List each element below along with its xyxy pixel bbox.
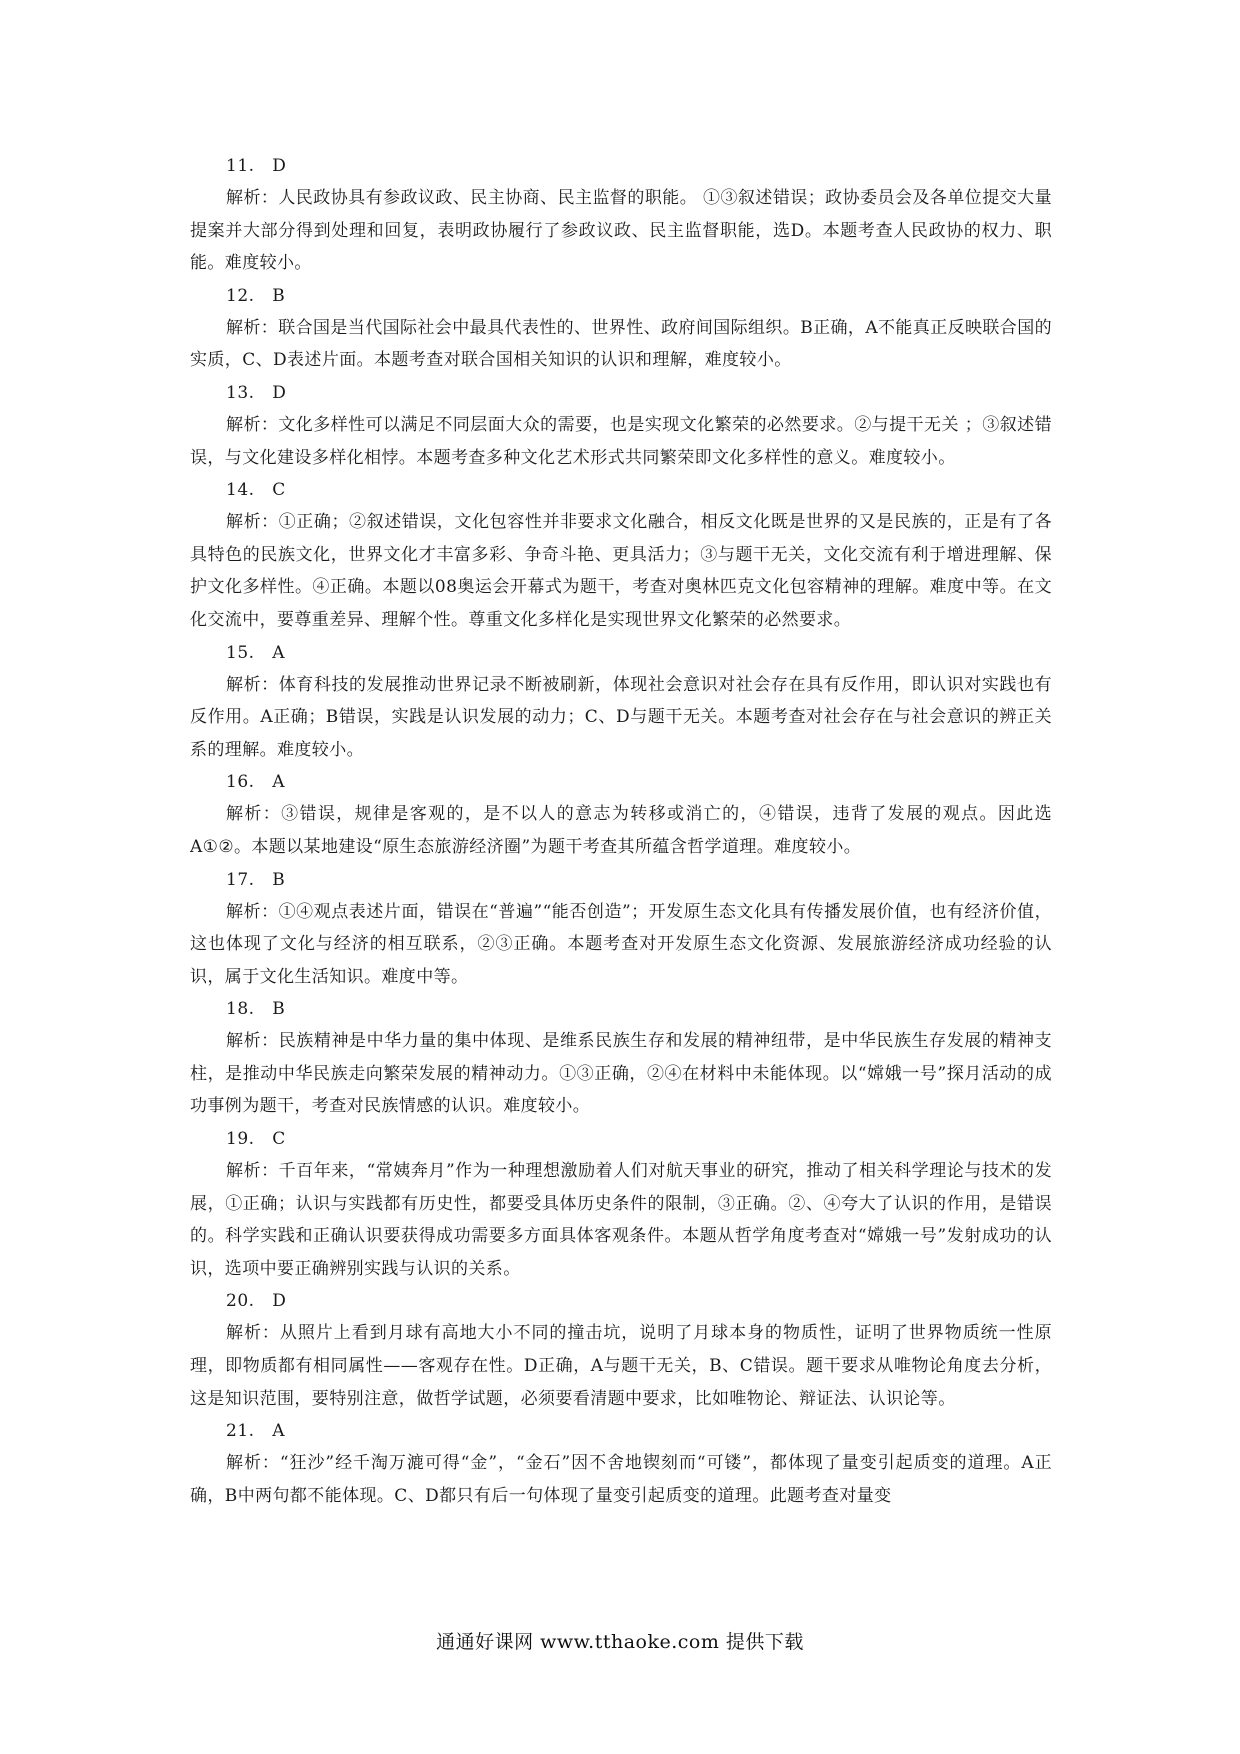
- question-number: 12. B: [226, 285, 286, 306]
- question-analysis: 解析：①④观点表述片面，错误在“普遍”“能否创造”；开发原生态文化具有传播发展价值，也有经济价值，这也体现了文化与经济的相互联系，②③正确。本题考查对开发原生态文化资源、发展旅游经济成功经验的认识，属于文化生活知识。难度中等。: [190, 901, 1052, 987]
- question-number: 18. B: [226, 999, 286, 1020]
- question-number: 14. C: [226, 480, 286, 501]
- question-number: 17. B: [226, 869, 286, 890]
- question-analysis: 解析：联合国是当代国际社会中最具代表性的、世界性、政府间国际组织。B正确，A不能真正反映联合国的实质，C、D表述片面。本题考查对联合国相关知识的认识和理解，难度较小。: [190, 317, 1052, 371]
- question-analysis: 解析：文化多样性可以满足不同层面大众的需要，也是实现文化繁荣的必然要求。②与提干无关 ；③叙述错误，与文化建设多样化相悖。本题考查多种文化艺术形式共同繁荣即文化多样性的意义。难度较小。: [190, 414, 1052, 468]
- question-item-19: [190, 1123, 1052, 1285]
- answer-list: [190, 150, 1052, 1512]
- question-number: 19. C: [226, 1129, 286, 1150]
- question-item-20: [190, 1285, 1052, 1415]
- question-number: 13. D: [226, 382, 287, 403]
- question-analysis: 解析：①正确；②叙述错误，文化包容性并非要求文化融合，相反文化既是世界的又是民族的，正是有了各具特色的民族文化，世界文化才丰富多彩、争奇斗艳、更具活力；③与题干无关，文化交流有利于增进理解、保护文化多样性。④正确。本题以08奥运会开幕式为题干，考查对奥林匹克文化包容精神的理解。难度中等。在文化交流中，要尊重差异、理解个性。尊重文化多样化是实现世界文化繁荣的必然要求。: [190, 512, 1052, 630]
- question-item-13: [190, 377, 1052, 474]
- question-item-17: [190, 864, 1052, 994]
- question-analysis: 解析：体育科技的发展推动世界记录不断被刷新，体现社会意识对社会存在具有反作用，即认识对实践也有反作用。A正确；B错误，实践是认识发展的动力；C、D与题干无关。本题考查对社会存在与社会意识的辨正关系的理解。难度较小。: [190, 674, 1052, 760]
- question-analysis: 解析：民族精神是中华力量的集中体现、是维系民族生存和发展的精神纽带，是中华民族生存发展的精神支柱，是推动中华民族走向繁荣发展的精神动力。①③正确，②④在材料中未能体现。以“嫦娥一号”探月活动的成功事例为题干，考查对民族情感的认识。难度较小。: [190, 1031, 1052, 1117]
- question-item-16: [190, 766, 1052, 863]
- question-item-11: [190, 150, 1052, 280]
- question-analysis: 解析：③错误，规律是客观的，是不以人的意志为转移或消亡的，④错误，违背了发展的观点。因此选A①②。本题以某地建设“原生态旅游经济圈”为题干考查其所蕴含哲学道理。难度较小。: [190, 804, 1052, 857]
- question-analysis: 解析：从照片上看到月球有高地大小不同的撞击坑，说明了月球本身的物质性，证明了世界物质统一性原理，即物质都有相同属性——客观存在性。D正确，A与题干无关，B、C错误。题干要求从唯物论角度去分析，这是知识范围，要特别注意，做哲学试题，必须要看清题中要求，比如唯物论、辩证法、认识论等。: [190, 1323, 1052, 1409]
- question-item-15: [190, 637, 1052, 767]
- question-item-14: [190, 474, 1052, 636]
- question-number: 21. A: [226, 1421, 286, 1442]
- page-footer: 通通好课网 www.tthaoke.com 提供下载: [436, 1631, 804, 1653]
- question-number: 15. A: [226, 642, 286, 663]
- question-analysis: 解析：“狂沙”经千淘万漉可得“金”，“金石”因不舍地锲刻而“可镂”，都体现了量变引起质变的道理。A正确，B中两句都不能体现。C、D都只有后一句体现了量变引起质变的道理。此题考查对量变: [190, 1453, 1052, 1506]
- question-number: 20. D: [226, 1291, 287, 1312]
- question-number: 11. D: [226, 156, 287, 176]
- question-item-12: [190, 280, 1052, 377]
- question-item-18: [190, 993, 1052, 1123]
- question-item-21: [190, 1415, 1052, 1512]
- question-number: 16. A: [226, 772, 286, 793]
- question-analysis: 解析：千百年来，“常姨奔月”作为一种理想激励着人们对航天事业的研究，推动了相关科学理论与技术的发展，①正确；认识与实践都有历史性，都要受具体历史条件的限制，③正确。②、④夸大了认识的作用，是错误的。科学实践和正确认识要获得成功需要多方面具体客观条件。本题从哲学角度考查对“嫦娥一号”发射成功的认识，选项中要正确辨别实践与认识的关系。: [190, 1161, 1052, 1279]
- question-analysis: 解析：人民政协具有参政议政、民主协商、民主监督的职能。 ①③叙述错误；政协委员会及各单位提交大量提案并大部分得到处理和回复，表明政协履行了参政议政、民主监督职能，选D。本题考查人民政协的权力、职能。难度较小。: [190, 188, 1052, 274]
